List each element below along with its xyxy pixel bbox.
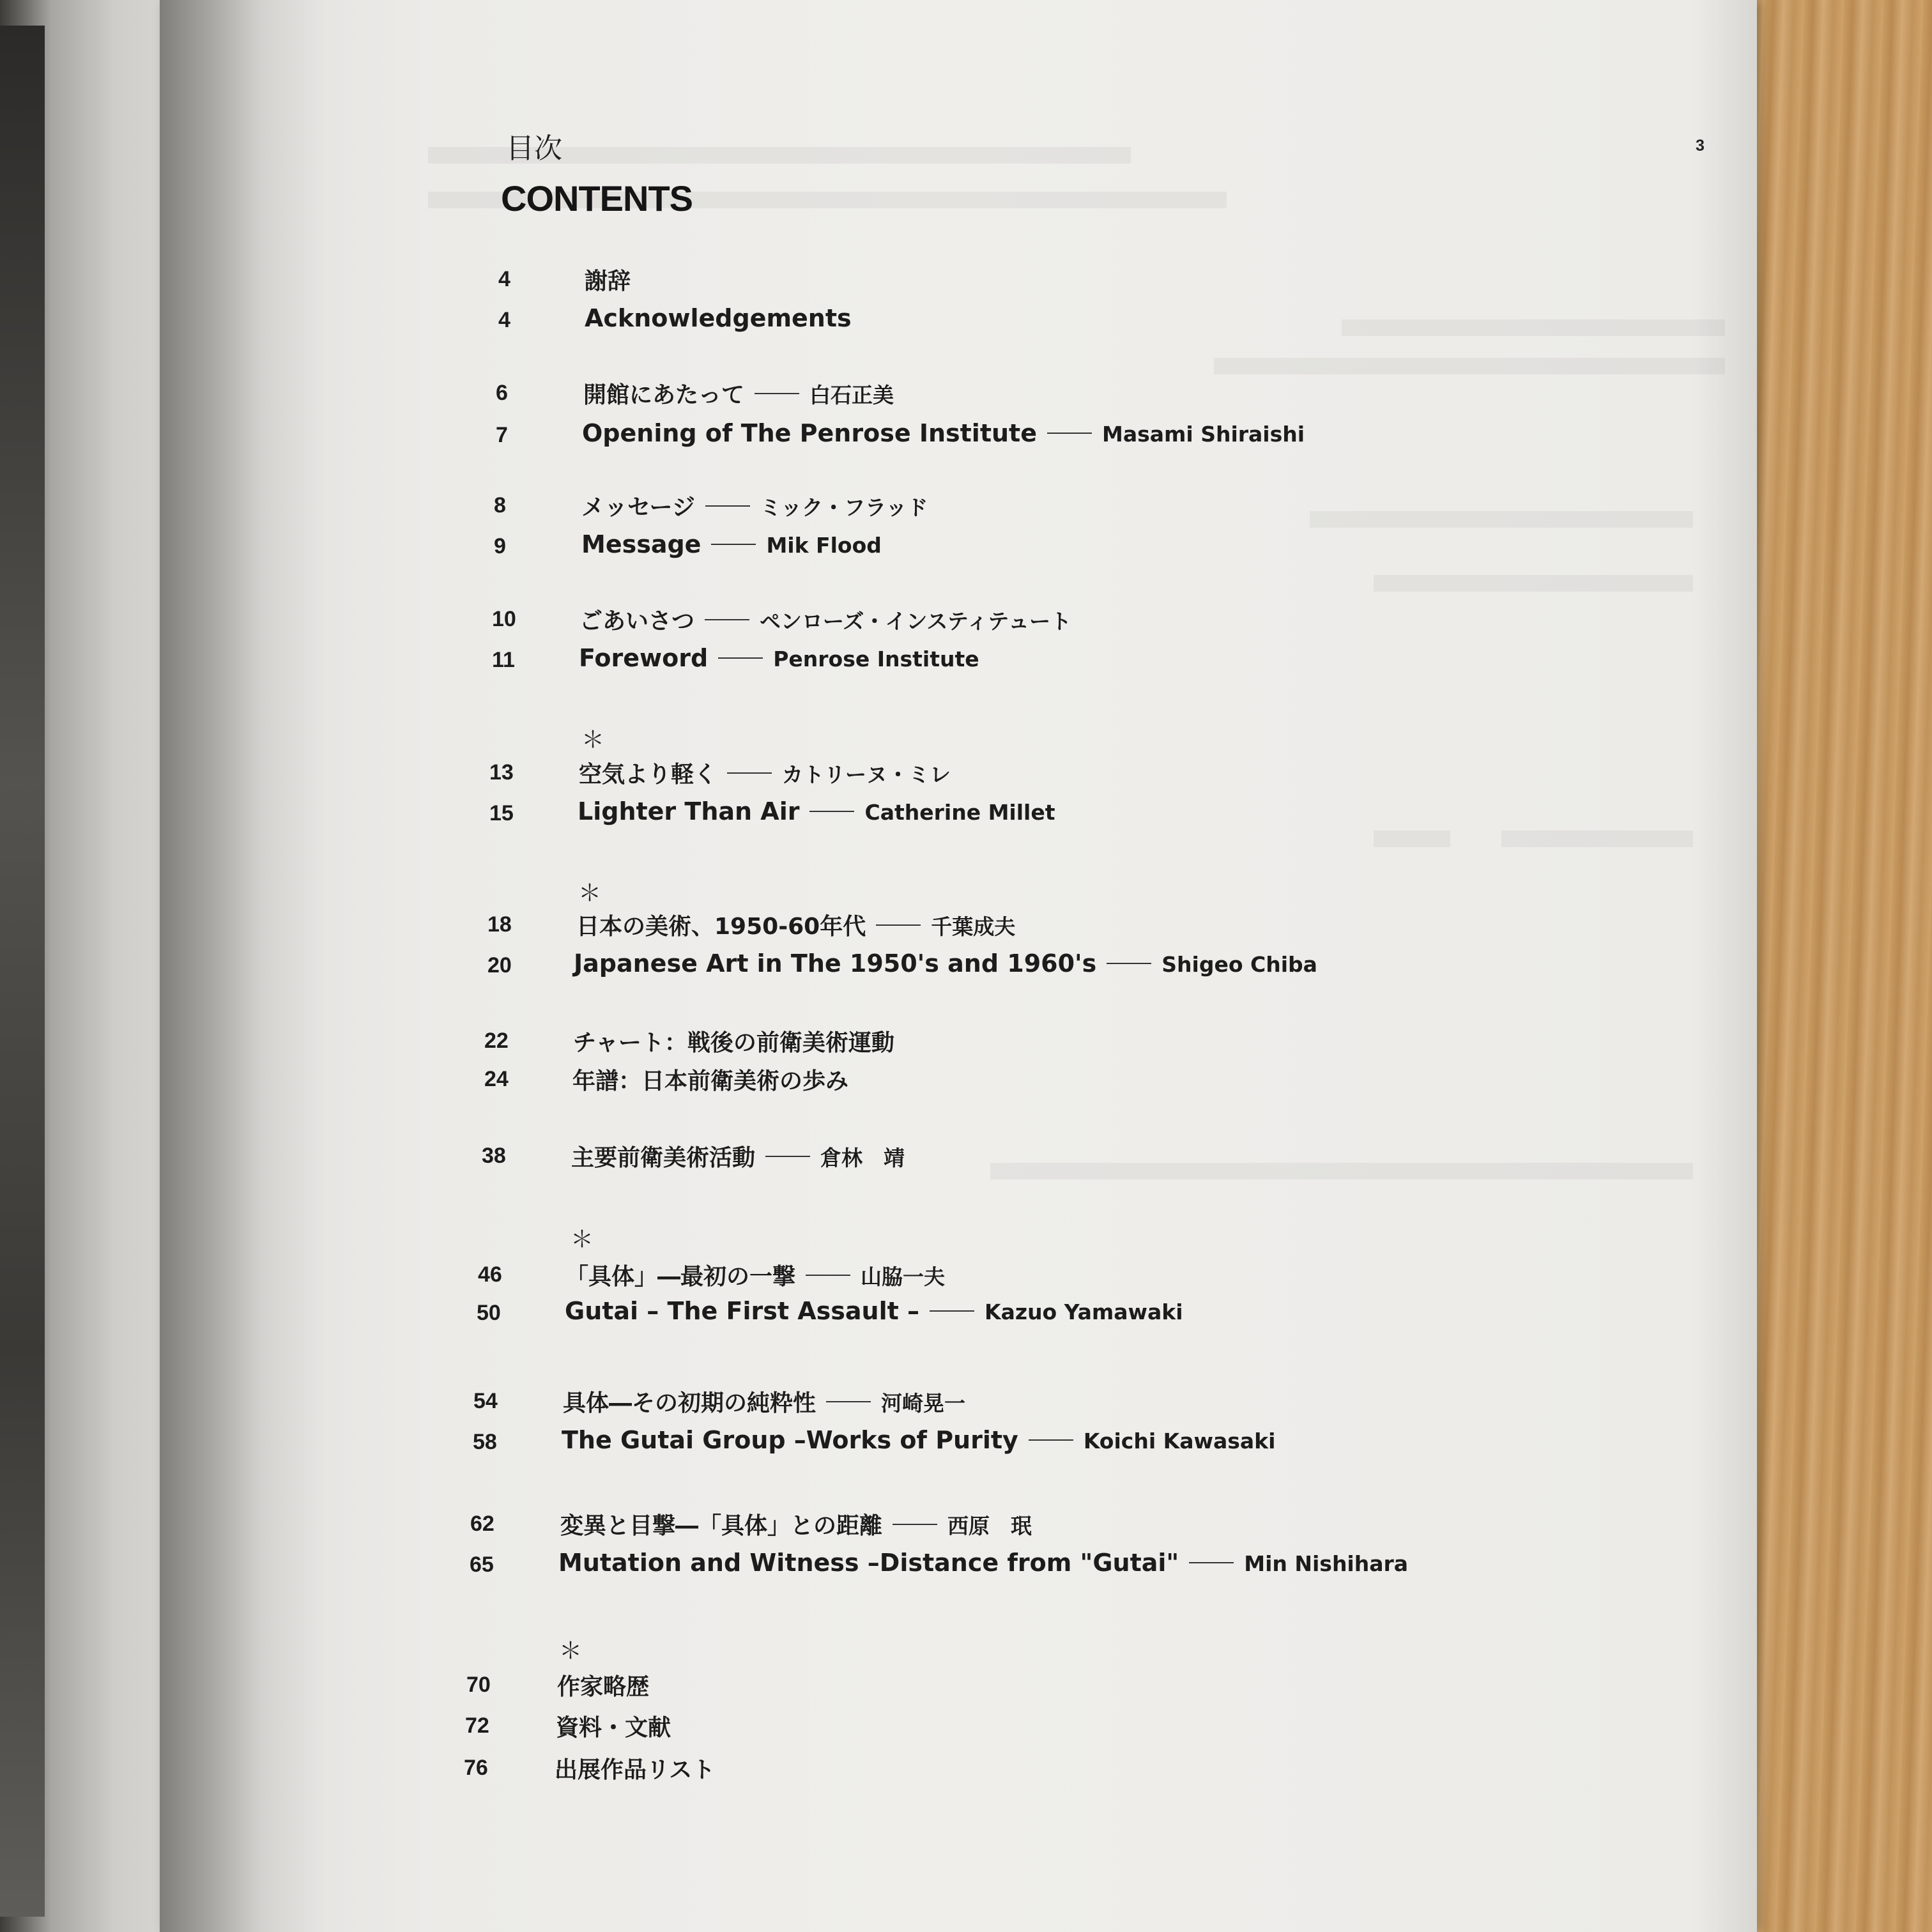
toc-entry-author: Shigeo Chiba (1162, 952, 1317, 977)
toc-entry-author: Penrose Institute (773, 647, 979, 671)
toc-page-number: 7 (496, 423, 508, 447)
toc-page-number: 54 (473, 1389, 498, 1413)
toc-page-number: 4 (498, 267, 510, 291)
toc-page-number: 46 (478, 1262, 502, 1287)
toc-entry (0, 1669, 1932, 1701)
toc-page-number: 4 (498, 308, 510, 332)
toc-entry (0, 603, 1932, 635)
em-dash-separator (705, 505, 750, 507)
page-title-japanese: 目次 (506, 132, 562, 165)
toc-entry (0, 263, 1932, 295)
toc-entry (0, 797, 1932, 829)
em-dash-separator (1107, 963, 1151, 964)
em-dash-separator (765, 1156, 810, 1157)
toc-entry (0, 1426, 1932, 1458)
toc-page-number: 20 (487, 953, 512, 977)
toc-entry-title: The Gutai Group –Works of Purity (562, 1426, 1018, 1454)
toc-entry-title: 資料・文献 (556, 1715, 671, 1741)
toc-entry-title: 日本の美術、1950-60年代 (576, 914, 866, 940)
toc-entry-title: メッセージ (581, 494, 695, 521)
toc-entry (0, 1752, 1932, 1784)
em-dash-separator (718, 657, 763, 659)
em-dash-separator (876, 924, 921, 926)
em-dash-separator (727, 772, 772, 774)
toc-entry-title: 謝辞 (585, 268, 631, 295)
toc-entry-title: 空気より軽く (579, 762, 717, 788)
toc-entry-title: 「具体」―最初の一撃 (565, 1264, 796, 1290)
toc-entry-author: 河崎晃一 (881, 1391, 966, 1416)
toc-entry (0, 1549, 1932, 1581)
toc-page-number: 6 (496, 381, 508, 405)
toc-entry (0, 1297, 1932, 1329)
toc-entry-author: Catherine Millet (864, 800, 1055, 825)
toc-entry-author: ペンローズ・インスティテュート (760, 609, 1072, 634)
toc-entry-author: カトリーヌ・ミレ (782, 762, 951, 787)
toc-entry (0, 1140, 1932, 1172)
section-separator: ＊ (578, 880, 602, 907)
toc-page-number: 11 (492, 648, 515, 672)
toc-page-number: 62 (470, 1512, 494, 1536)
toc-entry (0, 756, 1932, 788)
toc-page-number: 72 (465, 1713, 489, 1738)
toc-entry (0, 908, 1932, 940)
toc-entry (0, 304, 1932, 336)
toc-entry-author: 西原 珉 (947, 1514, 1032, 1538)
toc-page-number: 13 (489, 760, 514, 785)
em-dash-separator (930, 1310, 974, 1312)
em-dash-separator (1047, 433, 1092, 434)
toc-entry (0, 1710, 1932, 1742)
show-through-text (1501, 831, 1693, 847)
toc-entry-author: Mik Flood (766, 533, 882, 558)
toc-entry-author: Min Nishihara (1244, 1551, 1409, 1576)
toc-entry-author: 山脇一夫 (861, 1264, 946, 1289)
em-dash-separator (1189, 1562, 1234, 1563)
toc-entry-title: 開館にあたって (583, 382, 745, 408)
em-dash-separator (809, 811, 854, 812)
toc-entry (0, 949, 1932, 981)
toc-entry (0, 419, 1932, 451)
toc-entry-author: ミック・フラッド (760, 495, 928, 520)
toc-entry (0, 377, 1932, 409)
toc-page-number: 15 (489, 801, 514, 825)
em-dash-separator (893, 1524, 937, 1525)
toc-page-number: 58 (473, 1430, 497, 1454)
toc-page-number: 50 (477, 1301, 501, 1325)
show-through-text (1374, 831, 1450, 847)
toc-entry-author: 倉林 靖 (820, 1146, 905, 1170)
section-separator: ＊ (581, 727, 605, 753)
toc-page-number: 18 (487, 912, 512, 937)
em-dash-separator (1029, 1439, 1073, 1441)
toc-page-number: 70 (466, 1673, 491, 1697)
em-dash-separator (705, 619, 749, 620)
toc-page-number: 9 (494, 534, 506, 558)
toc-entry-title: Lighter Than Air (578, 797, 800, 825)
toc-page-number: 38 (482, 1144, 506, 1168)
toc-entry-title: 作家略歴 (557, 1674, 650, 1700)
toc-entry-author: Masami Shiraishi (1101, 422, 1305, 447)
show-through-text (1374, 575, 1693, 592)
toc-entry (0, 644, 1932, 676)
toc-entry-title: 出展作品リスト (555, 1757, 716, 1783)
em-dash-separator (826, 1401, 871, 1402)
section-separator: ＊ (559, 1638, 583, 1664)
toc-entry (0, 1063, 1932, 1095)
toc-entry-title: Mutation and Witness –Distance from "Gutai" (558, 1549, 1179, 1577)
toc-entry-title: Gutai – The First Assault – (565, 1297, 920, 1325)
toc-entry-title: 主要前衛美術活動 (571, 1145, 756, 1171)
toc-entry-title: ごあいさつ (579, 608, 695, 634)
toc-entry-title: Message (581, 530, 702, 558)
page-number: 3 (1696, 137, 1705, 155)
toc-page-number: 8 (494, 493, 506, 518)
toc-entry-title: 変異と目撃―「具体」との距離 (560, 1513, 883, 1539)
toc-entry-title: Japanese Art in The 1950's and 1960's (574, 949, 1097, 977)
toc-entry-title: チャート：戦後の前衛美術運動 (573, 1030, 894, 1056)
toc-page-number: 76 (464, 1756, 488, 1780)
toc-entry-title: Foreword (579, 644, 709, 672)
em-dash-separator (755, 393, 799, 394)
toc-page-number: 10 (492, 607, 516, 631)
em-dash-separator (711, 544, 756, 545)
toc-entry-title: Acknowledgements (585, 304, 852, 332)
toc-entry-author: 千葉成夫 (931, 914, 1016, 939)
toc-entry-author: 白石正美 (809, 383, 894, 408)
toc-entry-author: Kazuo Yamawaki (985, 1300, 1183, 1324)
toc-entry-author: Koichi Kawasaki (1083, 1429, 1276, 1453)
toc-entry-title: 年譜：日本前衛美術の歩み (572, 1068, 849, 1094)
toc-entry (0, 1508, 1932, 1540)
toc-page-number: 24 (484, 1067, 509, 1091)
toc-entry (0, 1385, 1932, 1417)
toc-entry (0, 1025, 1932, 1057)
page-title: CONTENTS (501, 178, 693, 218)
toc-entry (0, 489, 1932, 521)
toc-entry-title: 具体―その初期の純粋性 (563, 1390, 816, 1416)
toc-entry (0, 1259, 1932, 1291)
em-dash-separator (806, 1275, 850, 1276)
show-through-text (1214, 358, 1725, 374)
section-separator: ＊ (571, 1227, 594, 1253)
toc-page-number: 22 (484, 1029, 509, 1053)
toc-page-number: 65 (470, 1552, 494, 1577)
toc-entry (0, 530, 1932, 562)
toc-entry-title: Opening of The Penrose Institute (582, 419, 1037, 447)
